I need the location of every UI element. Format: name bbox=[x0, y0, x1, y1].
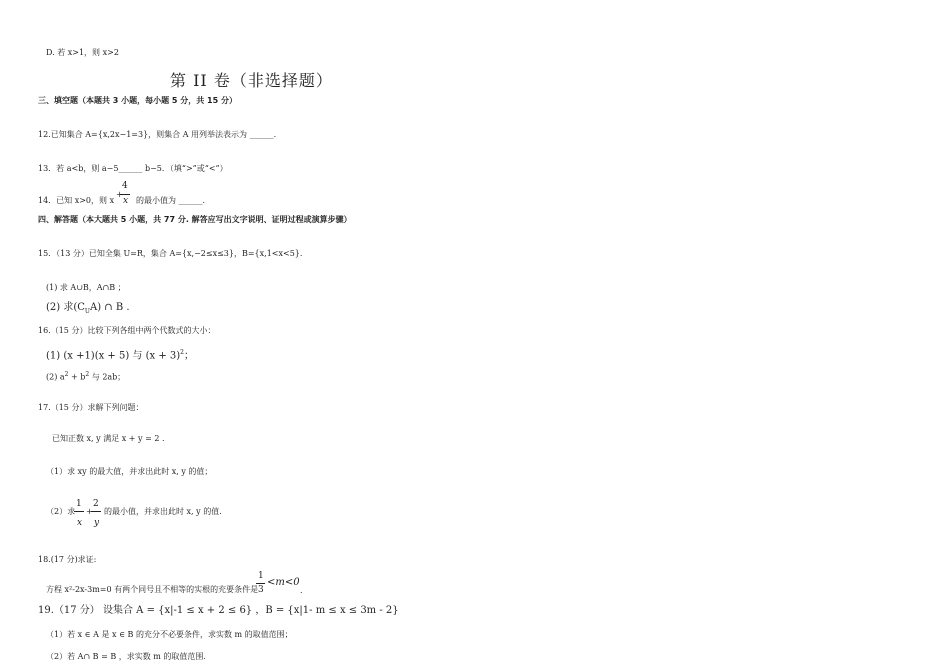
question-18: 18.(17 分)求证: bbox=[38, 555, 97, 564]
question-13: 13．若 a<b，则 a−5______ b−5．（填“>”或“<”） bbox=[38, 164, 228, 173]
fraction-bar bbox=[256, 583, 265, 584]
question-12: 12.已知集合 A={x,2x−1=3}，则集合 A 用列举法表示为 ______. bbox=[38, 130, 277, 139]
fraction-bar bbox=[120, 194, 130, 195]
question-17: 17.（15 分）求解下列问题： bbox=[38, 403, 144, 412]
question-15-part-1: (1) 求 A∪B，A∩B ； bbox=[46, 283, 126, 292]
question-16-part-1: (1) (x +1)(x + 5) 与 $(x + 3)^2$； bbox=[46, 349, 194, 362]
question-15: 15．（13 分）已知全集 U=R，集合 A={x,−2≤x≤3}，B={x,1<x<5}. bbox=[38, 249, 303, 258]
question-19-part-1: （1）若 x ∈ A 是 x ∈ B 的充分不必要条件，求实数 m 的取值范围； bbox=[46, 630, 293, 639]
question-15-part-2: (2) 求$(C_UA)$ ∩ B . bbox=[46, 302, 130, 315]
question-16: 16.（15 分）比较下列各组中两个代数式的大小： bbox=[38, 326, 216, 335]
section-4-heading: 四、解答题（本大题共 5 小题，共 77 分. 解答应写出文字说明、证明过程或演算步骤） bbox=[38, 215, 352, 224]
section-title: 第 II 卷（非选择题） bbox=[170, 71, 333, 90]
question-16-part-2: (2) $a^2 + b^2$ 与 2ab； bbox=[46, 371, 126, 382]
question-17-part-1: （1）求 xy 的最大值，并求出此时 x, y 的值； bbox=[46, 467, 213, 476]
question-19: 19.（17 分） 设集合 A = {x|-1 ≤ x + 2 ≤ 6} ，B = {x|1- m ≤ x ≤ 3m - 2} bbox=[38, 605, 399, 616]
question-17-given: 已知正数 x, y 满足 x + y = 2 . bbox=[52, 434, 165, 443]
option-d: D. 若 x>1，则 x>2 bbox=[46, 48, 119, 57]
section-3-heading: 三、填空题（本题共 3 小题，每小题 5 分，共 15 分） bbox=[38, 96, 237, 105]
fraction-bar bbox=[74, 511, 84, 512]
fraction-bar bbox=[91, 511, 101, 512]
question-19-part-2: （2）若 A∩ B = B ，求实数 m 的取值范围. bbox=[46, 652, 206, 661]
